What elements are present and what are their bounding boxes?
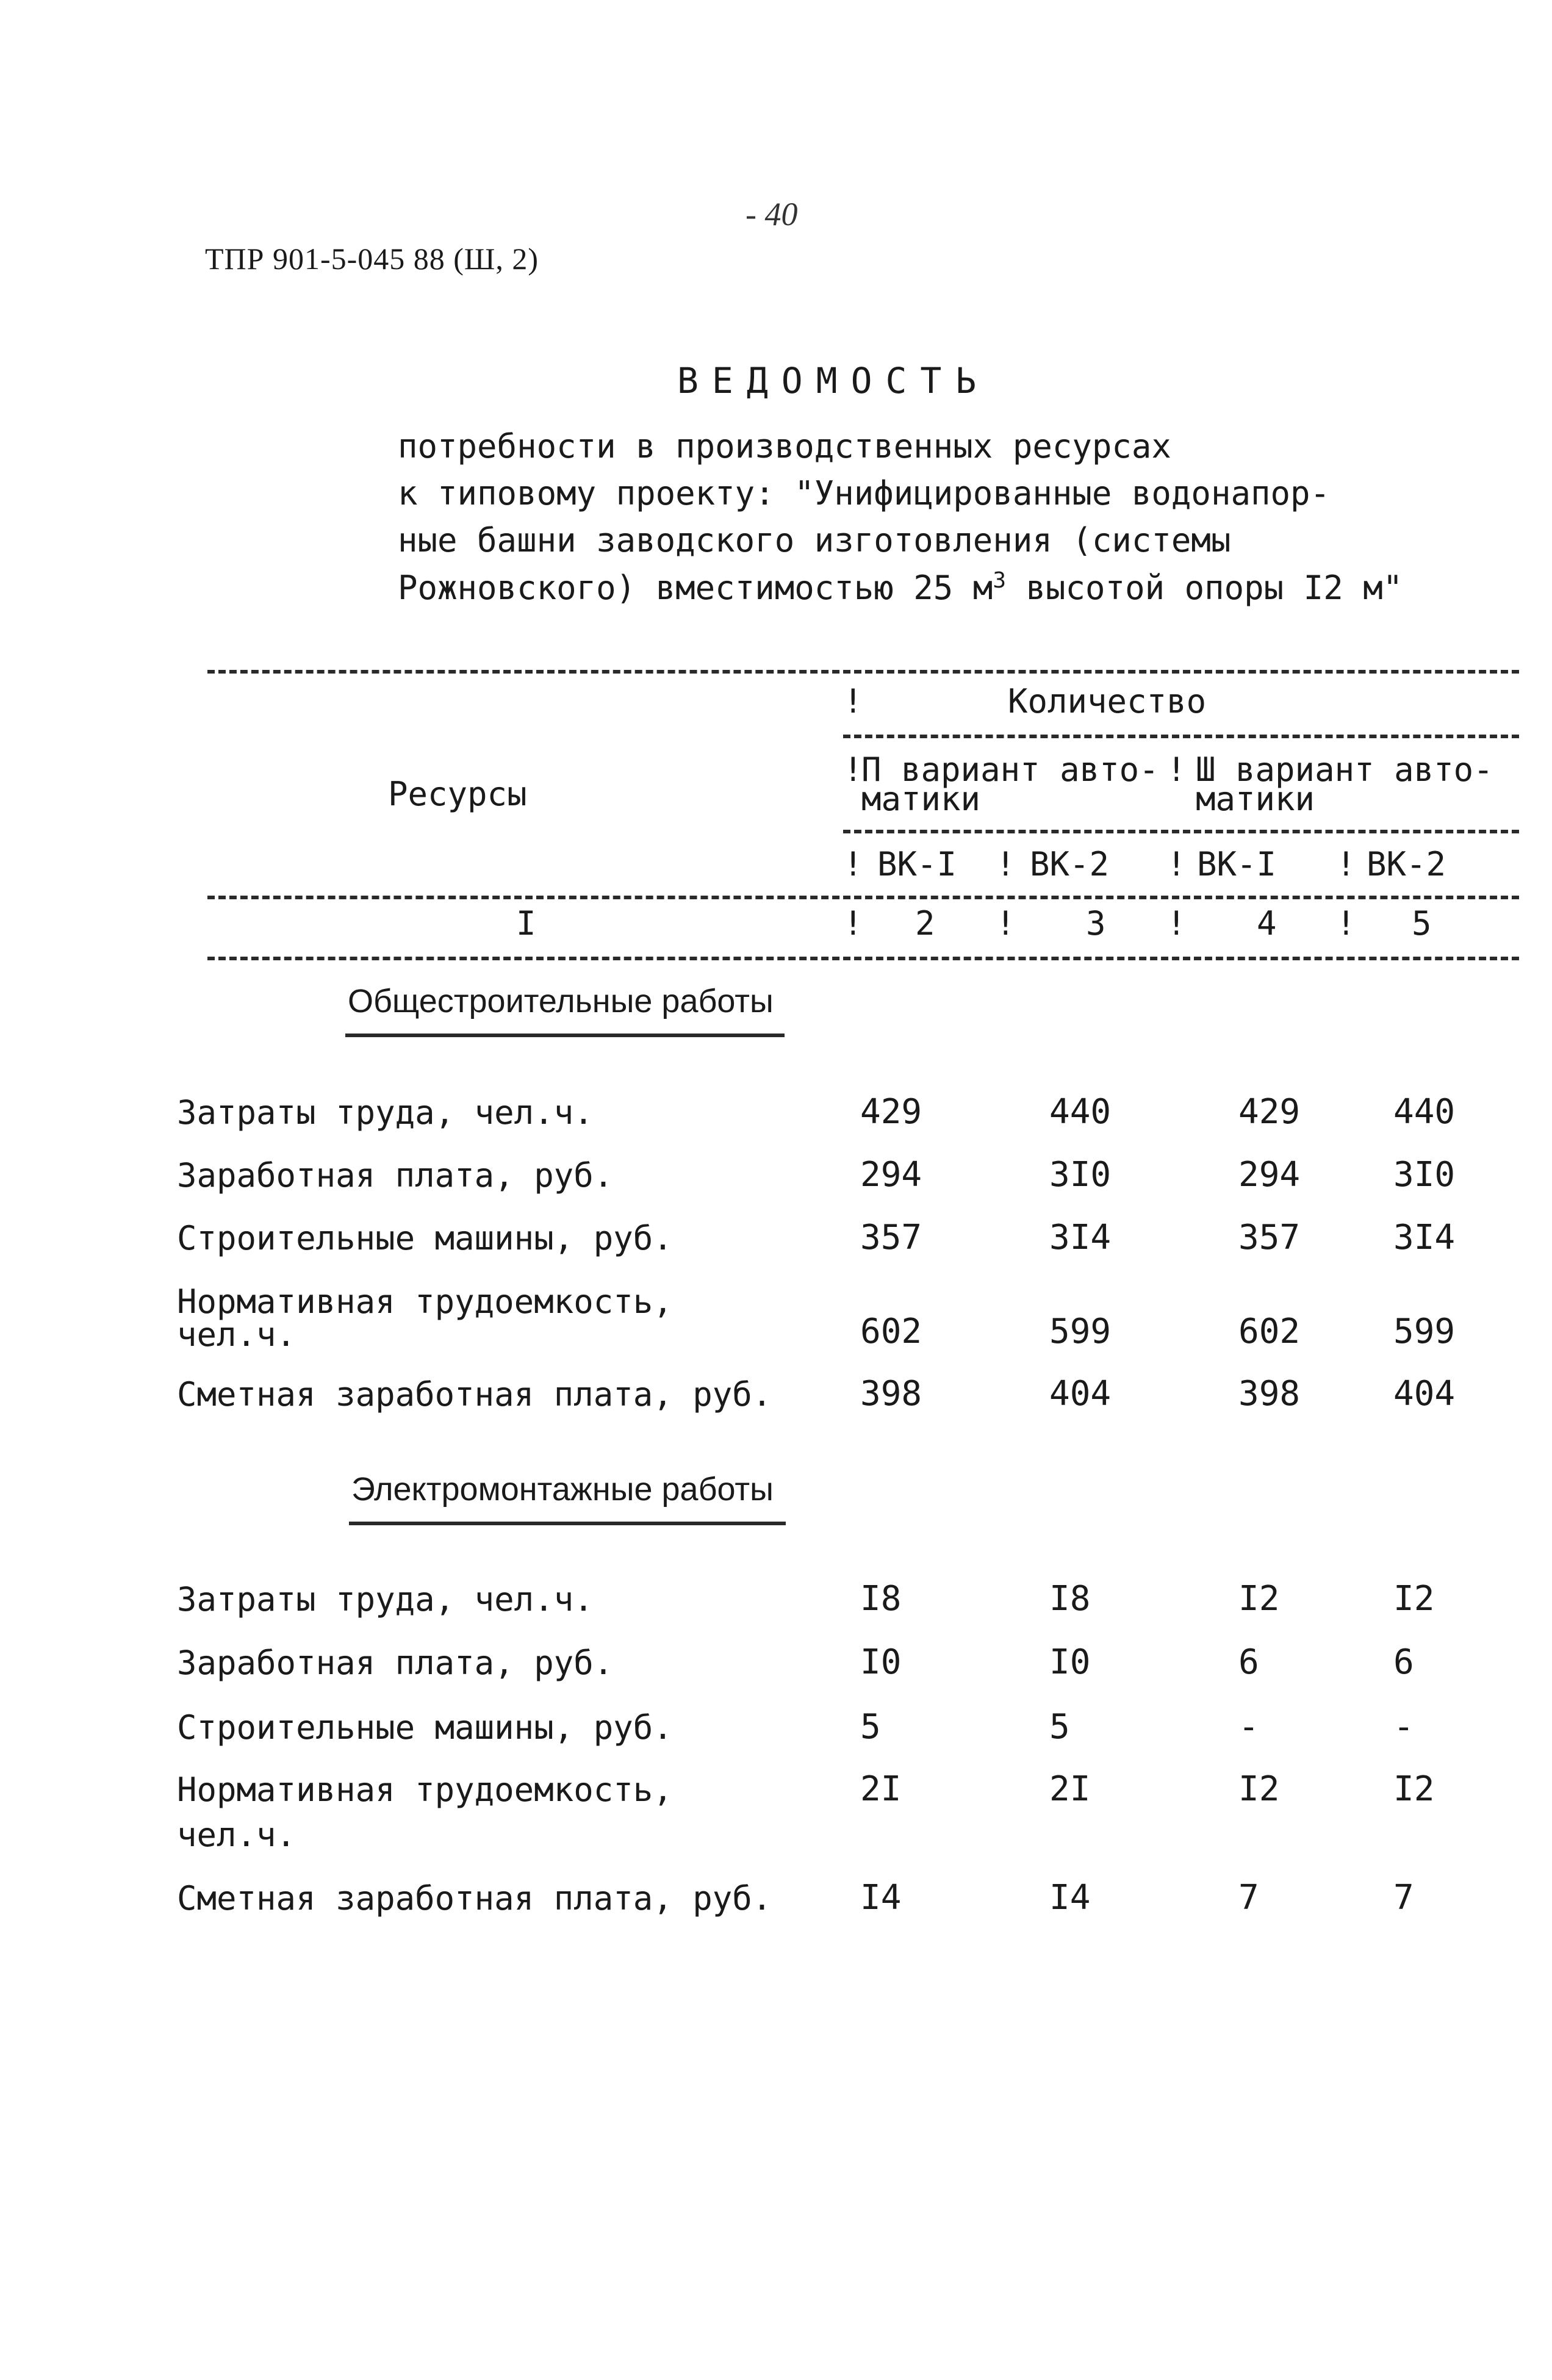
cell-value: I2	[1238, 1579, 1280, 1619]
cell-value: 3I0	[1049, 1155, 1112, 1195]
cell-value: 2I	[1049, 1769, 1091, 1809]
cell-value: I2	[1393, 1769, 1435, 1809]
row-label: Строительные машины, руб.	[177, 1219, 673, 1257]
column-separator: !	[1166, 845, 1187, 883]
column-separator: !	[843, 845, 863, 883]
cell-value: 7	[1393, 1878, 1414, 1918]
quantity-header: Количество	[1008, 682, 1207, 721]
cell-value: 398	[1238, 1374, 1301, 1414]
row-label-cont: чел.ч.	[177, 1315, 296, 1354]
section-title: Общестроительные работы	[348, 983, 774, 1019]
column-number: I	[516, 904, 536, 943]
cell-value: 5	[860, 1707, 881, 1747]
cell-value: 404	[1393, 1374, 1456, 1414]
row-label-cont: чел.ч.	[177, 1816, 296, 1854]
subheader-vk2: ВК-2	[1030, 845, 1110, 883]
column-separator: !	[996, 845, 1016, 883]
column-number: 2	[915, 904, 935, 943]
cell-value: I2	[1393, 1579, 1435, 1619]
document-title: ВЕДОМОСТЬ	[677, 360, 990, 401]
row-label: Сметная заработная плата, руб.	[177, 1375, 772, 1414]
subheader-vk2: ВК-2	[1367, 845, 1446, 883]
resources-header: Ресурсы	[388, 775, 527, 813]
cell-value: I2	[1238, 1769, 1280, 1809]
header-bottom-rule	[207, 896, 1519, 899]
row-label: Сметная заработная плата, руб.	[177, 1879, 772, 1918]
cell-value: 6	[1393, 1642, 1414, 1682]
column-separator: !	[843, 682, 863, 721]
cell-value: 357	[860, 1218, 922, 1257]
cell-value: I0	[1049, 1642, 1091, 1682]
page-number: - 40	[745, 196, 798, 232]
row-label: Затраты труда, чел.ч.	[177, 1093, 594, 1132]
cell-value: 6	[1238, 1642, 1259, 1682]
subtitle-line-last	[398, 568, 1403, 607]
variant-3-header-cont: матики	[1196, 780, 1315, 818]
cell-value: 602	[860, 1312, 922, 1351]
cell-value: 5	[1049, 1707, 1070, 1747]
cell-value: 602	[1238, 1312, 1301, 1351]
cell-value: -	[1393, 1707, 1414, 1747]
cell-value: -	[1238, 1707, 1259, 1747]
column-separator: !	[996, 904, 1016, 943]
column-separator: !	[843, 904, 863, 943]
cell-value: 357	[1238, 1218, 1301, 1257]
column-number: 5	[1412, 904, 1432, 943]
subheader-vk1: ВК-I	[877, 845, 957, 883]
column-separator: !	[1336, 845, 1356, 883]
cell-value: 440	[1393, 1092, 1456, 1132]
cell-value: 429	[860, 1092, 922, 1132]
document-code: ТПР 901-5-045 88 (Ш, 2)	[205, 242, 539, 276]
cell-value: I4	[860, 1878, 902, 1918]
variant-3-header: Ш вариант авто-	[1196, 750, 1493, 789]
cell-value: 3I4	[1049, 1218, 1112, 1257]
numbers-bottom-rule	[207, 957, 1519, 960]
subtitle-text: высотой опоры I2 м"	[1006, 569, 1403, 607]
cell-value: 3I0	[1393, 1155, 1456, 1195]
row-label: Нормативная трудоемкость,	[177, 1282, 673, 1321]
cell-value: 3I4	[1393, 1218, 1456, 1257]
subtitle-line: к типовому проекту: "Унифицированные водонапор-	[398, 474, 1331, 512]
cell-value: 294	[860, 1155, 922, 1195]
cell-value: 398	[860, 1374, 922, 1414]
table-top-rule	[207, 670, 1519, 674]
subtitle-line: ные башни заводского изготовления (системы	[398, 521, 1231, 559]
cell-value: I0	[860, 1642, 902, 1682]
subtitle-text: Рожновского) вместимостью 25 м	[398, 569, 993, 607]
column-separator: !	[1166, 750, 1187, 789]
column-number: 4	[1257, 904, 1277, 943]
variant-2-header: П вариант авто-	[861, 750, 1159, 789]
section-underline	[349, 1522, 786, 1525]
quantity-rule	[843, 735, 1519, 738]
variant-rule	[843, 830, 1519, 833]
cell-value: 599	[1393, 1312, 1456, 1351]
column-separator: !	[843, 750, 863, 789]
column-separator: !	[1336, 904, 1356, 943]
cell-value: 429	[1238, 1092, 1301, 1132]
variant-2-header-cont: матики	[861, 780, 981, 818]
cell-value: I8	[1049, 1579, 1091, 1619]
section-title: Электромонтажные работы	[351, 1471, 774, 1508]
row-label: Строительные машины, руб.	[177, 1708, 673, 1747]
cell-value: I4	[1049, 1878, 1091, 1918]
column-separator: !	[1166, 904, 1187, 943]
subtitle-line: потребности в производственных ресурсах	[398, 427, 1171, 466]
cell-value: 440	[1049, 1092, 1112, 1132]
cell-value: 294	[1238, 1155, 1301, 1195]
subheader-vk1: ВК-I	[1197, 845, 1277, 883]
cell-value: 599	[1049, 1312, 1112, 1351]
row-label: Затраты труда, чел.ч.	[177, 1580, 594, 1619]
cell-value: 404	[1049, 1374, 1112, 1414]
cell-value: 7	[1238, 1878, 1259, 1918]
row-label: Заработная плата, руб.	[177, 1644, 614, 1682]
column-number: 3	[1086, 904, 1106, 943]
row-label: Нормативная трудоемкость,	[177, 1771, 673, 1809]
cell-value: 2I	[860, 1769, 902, 1809]
section-underline	[345, 1034, 785, 1037]
cell-value: I8	[860, 1579, 902, 1619]
superscript: 3	[993, 568, 1007, 593]
row-label: Заработная плата, руб.	[177, 1156, 614, 1195]
